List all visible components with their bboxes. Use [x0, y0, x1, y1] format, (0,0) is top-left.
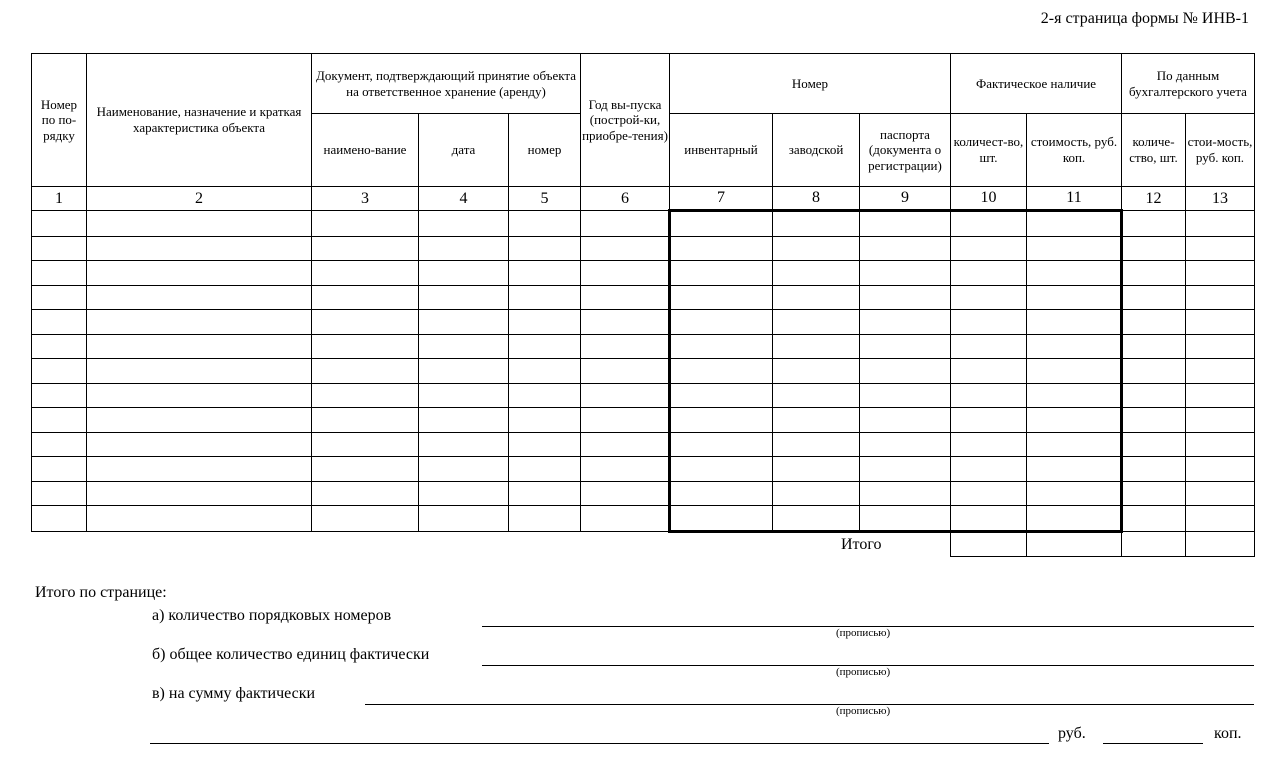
table-cell[interactable]	[312, 285, 419, 310]
table-cell[interactable]	[951, 261, 1027, 286]
table-cell[interactable]	[1186, 310, 1255, 335]
table-cell[interactable]	[312, 432, 419, 457]
table-cell[interactable]	[419, 432, 509, 457]
table-cell[interactable]	[419, 310, 509, 335]
table-cell[interactable]	[87, 334, 312, 359]
table-cell[interactable]	[509, 481, 581, 506]
table-cell[interactable]	[87, 261, 312, 286]
table-cell[interactable]	[670, 236, 773, 261]
table-cell[interactable]	[1027, 285, 1122, 310]
table-cell[interactable]	[312, 457, 419, 482]
summary-rub-field[interactable]	[150, 743, 1049, 744]
table-cell[interactable]	[581, 359, 670, 384]
table-cell[interactable]	[1186, 383, 1255, 408]
table-cell[interactable]	[670, 506, 773, 532]
header-acct-qty: количе-ство, шт.	[1122, 114, 1186, 187]
table-cell[interactable]	[509, 211, 581, 237]
table-cell[interactable]	[1027, 457, 1122, 482]
table-cell[interactable]	[1122, 359, 1186, 384]
table-cell[interactable]	[581, 236, 670, 261]
table-cell[interactable]	[581, 211, 670, 237]
table-cell[interactable]	[1186, 236, 1255, 261]
column-number: 3	[312, 187, 419, 211]
table-row	[32, 383, 1255, 408]
table-cell[interactable]	[32, 506, 87, 532]
header-actual-group: Фактическое наличие	[951, 54, 1122, 114]
table-cell[interactable]	[32, 211, 87, 237]
column-number: 7	[670, 187, 773, 211]
table-cell[interactable]	[951, 481, 1027, 506]
inventory-table	[31, 53, 1255, 557]
table-cell[interactable]	[32, 334, 87, 359]
table-cell[interactable]	[860, 481, 951, 506]
table-cell[interactable]	[860, 359, 951, 384]
summary-line-b-label: б) общее количество единиц фактически	[152, 646, 430, 663]
column-number: 10	[951, 187, 1027, 211]
table-cell[interactable]	[773, 211, 860, 237]
table-row	[32, 432, 1255, 457]
table-cell[interactable]	[581, 506, 670, 532]
table-cell[interactable]	[773, 334, 860, 359]
table-cell[interactable]	[1186, 457, 1255, 482]
summary-line-a-hint: (прописью)	[836, 627, 891, 639]
table-row	[32, 211, 1255, 237]
table-cell[interactable]	[951, 432, 1027, 457]
table-cell[interactable]	[670, 359, 773, 384]
table-cell[interactable]	[860, 432, 951, 457]
table-cell[interactable]	[32, 481, 87, 506]
table-cell[interactable]	[509, 285, 581, 310]
summary-line-c-label: в) на сумму фактически	[152, 685, 316, 702]
table-cell[interactable]	[32, 383, 87, 408]
table-cell[interactable]	[581, 481, 670, 506]
table-cell[interactable]	[1186, 408, 1255, 433]
table-row	[32, 408, 1255, 433]
total-spacer	[32, 531, 773, 557]
table-cell[interactable]	[32, 457, 87, 482]
table-cell[interactable]	[1027, 408, 1122, 433]
table-cell[interactable]	[1027, 506, 1122, 532]
table-cell[interactable]	[87, 236, 312, 261]
table-cell[interactable]	[32, 310, 87, 335]
table-cell[interactable]	[312, 261, 419, 286]
header-row-number: Номер по по-рядку	[32, 54, 87, 187]
table-row	[32, 236, 1255, 261]
table-cell[interactable]	[419, 334, 509, 359]
header-acct-cost: стои-мость, руб. коп.	[1186, 114, 1255, 187]
table-cell[interactable]	[773, 359, 860, 384]
table-cell[interactable]	[509, 408, 581, 433]
table-cell[interactable]	[32, 236, 87, 261]
table-cell[interactable]	[1186, 261, 1255, 286]
table-cell[interactable]	[419, 211, 509, 237]
summary-kop-label: коп.	[1214, 725, 1242, 742]
table-row	[32, 359, 1255, 384]
table-cell[interactable]	[87, 211, 312, 237]
header-factory-number: заводской	[773, 114, 860, 187]
table-cell[interactable]	[1027, 334, 1122, 359]
table-cell[interactable]	[87, 310, 312, 335]
table-cell[interactable]	[312, 310, 419, 335]
summary-line-b-hint: (прописью)	[836, 666, 891, 678]
table-cell[interactable]	[860, 285, 951, 310]
column-number: 1	[32, 187, 87, 211]
table-body	[32, 211, 1255, 532]
table-cell[interactable]	[1027, 383, 1122, 408]
table-cell[interactable]	[1122, 211, 1186, 237]
table-cell[interactable]	[509, 334, 581, 359]
table-cell[interactable]	[1186, 481, 1255, 506]
table-cell[interactable]	[32, 408, 87, 433]
table-cell[interactable]	[419, 506, 509, 532]
table-row	[32, 506, 1255, 532]
column-number: 9	[860, 187, 951, 211]
total-row	[32, 531, 1255, 557]
header-year: Год вы-пуска (построй-ки, приобре-тения)	[581, 54, 670, 187]
table-cell[interactable]	[1186, 285, 1255, 310]
column-number: 13	[1186, 187, 1255, 211]
table-cell[interactable]	[951, 506, 1027, 532]
table-cell[interactable]	[773, 408, 860, 433]
table-cell[interactable]	[1027, 236, 1122, 261]
table-cell[interactable]	[509, 432, 581, 457]
header-accounting-group: По данным бухгалтерского учета	[1122, 54, 1255, 114]
table-cell[interactable]	[1186, 432, 1255, 457]
table-cell[interactable]	[87, 408, 312, 433]
table-cell[interactable]	[951, 408, 1027, 433]
header-passport-number: паспорта (документа о регистрации)	[860, 114, 951, 187]
table-cell[interactable]	[419, 261, 509, 286]
table-cell[interactable]	[87, 457, 312, 482]
column-number: 2	[87, 187, 312, 211]
table-cell[interactable]	[951, 383, 1027, 408]
total-acct-cost-cell[interactable]	[1186, 531, 1255, 557]
table-cell[interactable]	[1027, 211, 1122, 237]
summary-kop-field[interactable]	[1103, 743, 1203, 744]
table-cell[interactable]	[860, 261, 951, 286]
header-doc-date: дата	[419, 114, 509, 187]
table-cell[interactable]	[860, 236, 951, 261]
summary-line-c-field[interactable]	[365, 704, 1254, 705]
table-cell[interactable]	[1027, 432, 1122, 457]
table-cell[interactable]	[312, 408, 419, 433]
table-cell[interactable]	[670, 211, 773, 237]
table-cell[interactable]	[419, 408, 509, 433]
table-cell[interactable]	[773, 481, 860, 506]
header-number-group: Номер	[670, 54, 951, 114]
total-actual-cost-cell[interactable]	[1027, 531, 1122, 557]
table-cell[interactable]	[670, 481, 773, 506]
table-cell[interactable]	[670, 383, 773, 408]
table-cell[interactable]	[951, 334, 1027, 359]
table-row	[32, 481, 1255, 506]
table-cell[interactable]	[509, 261, 581, 286]
header-inventory-number: инвентарный	[670, 114, 773, 187]
table-cell[interactable]	[1027, 310, 1122, 335]
total-actual-qty-cell[interactable]	[951, 531, 1027, 557]
form-title: 2-я страница формы № ИНВ-1	[1040, 10, 1249, 27]
table-cell[interactable]	[581, 334, 670, 359]
table-cell[interactable]	[312, 481, 419, 506]
table-cell[interactable]	[1122, 457, 1186, 482]
table-cell[interactable]	[87, 506, 312, 532]
table-cell[interactable]	[1186, 506, 1255, 532]
table-cell[interactable]	[509, 236, 581, 261]
table-cell[interactable]	[312, 506, 419, 532]
table-cell[interactable]	[1122, 310, 1186, 335]
summary-line-c-hint: (прописью)	[836, 705, 891, 717]
table-cell[interactable]	[312, 236, 419, 261]
table-cell[interactable]	[1122, 506, 1186, 532]
table-cell[interactable]	[670, 310, 773, 335]
table-row	[32, 457, 1255, 482]
column-number-row	[32, 187, 1255, 211]
table-cell[interactable]	[951, 359, 1027, 384]
table-cell[interactable]	[87, 383, 312, 408]
column-number: 12	[1122, 187, 1186, 211]
table-cell[interactable]	[509, 383, 581, 408]
table-cell[interactable]	[860, 383, 951, 408]
table-cell[interactable]	[860, 211, 951, 237]
table-row	[32, 334, 1255, 359]
table-cell[interactable]	[1122, 481, 1186, 506]
header-doc-number: номер	[509, 114, 581, 187]
table-cell[interactable]	[670, 261, 773, 286]
table-cell[interactable]	[1027, 481, 1122, 506]
table-cell[interactable]	[32, 359, 87, 384]
table-cell[interactable]	[509, 457, 581, 482]
table-cell[interactable]	[1027, 261, 1122, 286]
header-document-group: Документ, подтверждающий принятие объекта на ответственное хранение (аренду)	[312, 54, 581, 114]
table-cell[interactable]	[860, 310, 951, 335]
table-cell[interactable]	[87, 432, 312, 457]
header-actual-cost: стоимость, руб. коп.	[1027, 114, 1122, 187]
table-cell[interactable]	[773, 285, 860, 310]
table-cell[interactable]	[509, 506, 581, 532]
table-row	[32, 261, 1255, 286]
table-cell[interactable]	[951, 211, 1027, 237]
table-cell[interactable]	[419, 383, 509, 408]
table-cell[interactable]	[581, 432, 670, 457]
table-cell[interactable]	[32, 285, 87, 310]
table-cell[interactable]	[951, 310, 1027, 335]
table-cell[interactable]	[581, 383, 670, 408]
table-cell[interactable]	[670, 408, 773, 433]
column-number: 5	[509, 187, 581, 211]
table-cell[interactable]	[860, 334, 951, 359]
table-cell[interactable]	[581, 408, 670, 433]
summary-rub-label: руб.	[1058, 725, 1086, 742]
table-cell[interactable]	[773, 506, 860, 532]
table-cell[interactable]	[1122, 334, 1186, 359]
table-cell[interactable]	[670, 334, 773, 359]
table-cell[interactable]	[860, 506, 951, 532]
table-cell[interactable]	[1122, 408, 1186, 433]
table-cell[interactable]	[1122, 236, 1186, 261]
table-cell[interactable]	[312, 359, 419, 384]
table-cell[interactable]	[87, 481, 312, 506]
column-number: 6	[581, 187, 670, 211]
table-cell[interactable]	[670, 432, 773, 457]
table-cell[interactable]	[312, 383, 419, 408]
column-number: 11	[1027, 187, 1122, 211]
table-cell[interactable]	[860, 457, 951, 482]
table-cell[interactable]	[419, 236, 509, 261]
table-cell[interactable]	[419, 359, 509, 384]
table-cell[interactable]	[1186, 211, 1255, 237]
table-cell[interactable]	[1122, 285, 1186, 310]
table-row	[32, 285, 1255, 310]
table-cell[interactable]	[581, 310, 670, 335]
table-cell[interactable]	[670, 457, 773, 482]
table-cell[interactable]	[951, 457, 1027, 482]
total-acct-qty-cell[interactable]	[1122, 531, 1186, 557]
table-cell[interactable]	[419, 285, 509, 310]
table-cell[interactable]	[773, 261, 860, 286]
table-cell[interactable]	[509, 310, 581, 335]
table-cell[interactable]	[419, 457, 509, 482]
table-cell[interactable]	[951, 236, 1027, 261]
table-cell[interactable]	[1122, 432, 1186, 457]
table-cell[interactable]	[951, 285, 1027, 310]
table-cell[interactable]	[773, 432, 860, 457]
table-cell[interactable]	[1027, 359, 1122, 384]
column-number: 4	[419, 187, 509, 211]
table-cell[interactable]	[312, 211, 419, 237]
table-cell[interactable]	[1186, 359, 1255, 384]
header-doc-name: наимено-вание	[312, 114, 419, 187]
table-row	[32, 310, 1255, 335]
table-cell[interactable]	[1122, 261, 1186, 286]
table-cell[interactable]	[32, 261, 87, 286]
header-object-name: Наименование, назначение и краткая характеристика объекта	[87, 54, 312, 187]
column-number: 8	[773, 187, 860, 211]
table-cell[interactable]	[509, 359, 581, 384]
table-cell[interactable]	[773, 457, 860, 482]
table-cell[interactable]	[87, 359, 312, 384]
table-cell[interactable]	[773, 310, 860, 335]
table-cell[interactable]	[312, 334, 419, 359]
summary-line-a-label: а) количество порядковых номеров	[152, 607, 392, 624]
table-cell[interactable]	[87, 285, 312, 310]
table-cell[interactable]	[670, 285, 773, 310]
table-cell[interactable]	[773, 236, 860, 261]
table-cell[interactable]	[419, 481, 509, 506]
table-cell[interactable]	[581, 261, 670, 286]
table-cell[interactable]	[32, 432, 87, 457]
table-cell[interactable]	[581, 457, 670, 482]
table-cell[interactable]	[1122, 383, 1186, 408]
table-cell[interactable]	[581, 285, 670, 310]
table-cell[interactable]	[860, 408, 951, 433]
table-cell[interactable]	[773, 383, 860, 408]
table-cell[interactable]	[1186, 334, 1255, 359]
summary-heading: Итого по странице:	[35, 584, 167, 601]
header-actual-qty: количест-во, шт.	[951, 114, 1027, 187]
total-label: Итого	[841, 535, 882, 553]
